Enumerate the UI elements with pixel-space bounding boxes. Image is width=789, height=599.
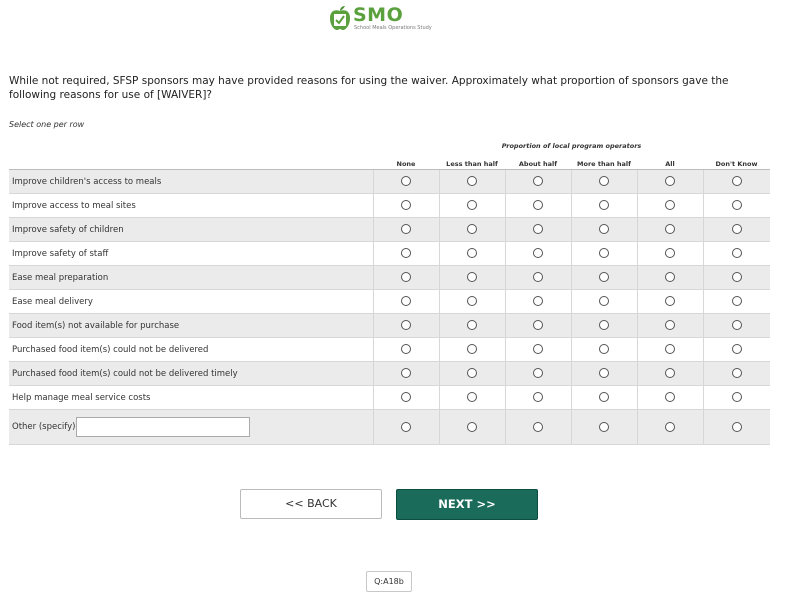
radio-button[interactable]	[665, 392, 675, 402]
option-cell	[637, 194, 703, 218]
radio-button[interactable]	[599, 272, 609, 282]
option-cell	[703, 314, 770, 338]
row-label: Help manage meal service costs	[9, 386, 373, 410]
radio-button[interactable]	[467, 272, 477, 282]
option-cell	[439, 218, 505, 242]
response-grid	[9, 154, 770, 445]
radio-button[interactable]	[599, 200, 609, 210]
option-cell	[505, 410, 571, 445]
column-header: Less than half	[439, 154, 505, 170]
option-cell	[703, 338, 770, 362]
column-header: None	[373, 154, 439, 170]
option-cell	[703, 290, 770, 314]
other-label-cell	[9, 410, 373, 445]
radio-button[interactable]	[665, 368, 675, 378]
radio-button[interactable]	[732, 344, 742, 354]
radio-button[interactable]	[533, 320, 543, 330]
question-row	[9, 362, 770, 386]
option-cell	[439, 194, 505, 218]
radio-button[interactable]	[732, 296, 742, 306]
column-header: More than half	[571, 154, 637, 170]
row-label: Improve access to meal sites	[9, 194, 373, 218]
radio-button[interactable]	[665, 320, 675, 330]
radio-button[interactable]	[401, 392, 411, 402]
option-cell	[637, 338, 703, 362]
radio-button[interactable]	[467, 320, 477, 330]
radio-button[interactable]	[732, 392, 742, 402]
radio-button[interactable]	[732, 200, 742, 210]
option-cell	[703, 362, 770, 386]
radio-button[interactable]	[732, 248, 742, 258]
radio-button[interactable]	[401, 368, 411, 378]
radio-button[interactable]	[467, 248, 477, 258]
row-label: Food item(s) not available for purchase	[9, 314, 373, 338]
radio-button[interactable]	[533, 176, 543, 186]
option-cell	[439, 290, 505, 314]
radio-button[interactable]	[533, 296, 543, 306]
radio-button[interactable]	[533, 272, 543, 282]
option-cell	[571, 290, 637, 314]
back-button[interactable]: << BACK	[240, 489, 382, 519]
radio-button[interactable]	[401, 224, 411, 234]
smo-logo	[329, 3, 439, 33]
radio-button[interactable]	[401, 272, 411, 282]
option-cell	[439, 314, 505, 338]
radio-button[interactable]	[732, 320, 742, 330]
option-cell	[571, 170, 637, 194]
option-cell	[439, 338, 505, 362]
radio-button[interactable]	[599, 392, 609, 402]
radio-button[interactable]	[467, 344, 477, 354]
radio-button[interactable]	[467, 368, 477, 378]
option-cell	[373, 194, 439, 218]
radio-button[interactable]	[665, 422, 675, 432]
row-label: Improve safety of children	[9, 218, 373, 242]
option-cell	[703, 266, 770, 290]
option-cell	[373, 338, 439, 362]
option-cell	[505, 194, 571, 218]
question-row	[9, 386, 770, 410]
option-cell	[703, 194, 770, 218]
question-row	[9, 242, 770, 266]
radio-button[interactable]	[533, 224, 543, 234]
logo-tagline: School Meals Operations Study	[354, 25, 432, 31]
option-cell	[439, 170, 505, 194]
column-header: All	[637, 154, 703, 170]
option-cell	[571, 266, 637, 290]
option-cell	[505, 266, 571, 290]
question-row	[9, 170, 770, 194]
question-row	[9, 338, 770, 362]
radio-button[interactable]	[599, 320, 609, 330]
radio-button[interactable]	[599, 344, 609, 354]
column-header: Don't Know	[703, 154, 770, 170]
radio-button[interactable]	[732, 422, 742, 432]
option-cell	[373, 386, 439, 410]
radio-button[interactable]	[467, 200, 477, 210]
radio-button[interactable]	[533, 368, 543, 378]
option-cell	[373, 218, 439, 242]
option-cell	[703, 170, 770, 194]
option-cell	[571, 218, 637, 242]
option-cell	[439, 266, 505, 290]
question-row	[9, 194, 770, 218]
question-text: While not required, SFSP sponsors may have provided reasons for using the waiver. Approximately what proportion of sponsors gave the following reasons for use of [WAIVER]?	[9, 75, 729, 101]
option-cell	[637, 386, 703, 410]
radio-button[interactable]	[665, 224, 675, 234]
column-group-header: Proportion of local program operators	[501, 142, 642, 150]
option-cell	[373, 266, 439, 290]
option-cell	[703, 410, 770, 445]
question-row	[9, 314, 770, 338]
option-cell	[439, 242, 505, 266]
option-cell	[439, 362, 505, 386]
apple-checkmark-icon	[329, 5, 351, 31]
question-id-badge: Q:A18b	[366, 571, 412, 592]
row-label: Purchased food item(s) could not be delivered	[9, 338, 373, 362]
option-cell	[505, 170, 571, 194]
option-cell	[571, 362, 637, 386]
radio-button[interactable]	[533, 344, 543, 354]
question-row	[9, 266, 770, 290]
radio-button[interactable]	[665, 176, 675, 186]
radio-button[interactable]	[533, 248, 543, 258]
radio-button[interactable]	[599, 422, 609, 432]
radio-button[interactable]	[665, 344, 675, 354]
radio-button[interactable]	[732, 176, 742, 186]
option-cell	[571, 242, 637, 266]
option-cell	[571, 194, 637, 218]
option-cell	[373, 242, 439, 266]
radio-button[interactable]	[401, 320, 411, 330]
option-cell	[637, 218, 703, 242]
radio-button[interactable]	[401, 344, 411, 354]
row-label: Purchased food item(s) could not be delivered timely	[9, 362, 373, 386]
option-cell	[703, 218, 770, 242]
option-cell	[373, 362, 439, 386]
other-specify-input[interactable]	[76, 417, 250, 437]
option-cell	[373, 290, 439, 314]
radio-button[interactable]	[599, 368, 609, 378]
row-label: Improve children's access to meals	[9, 170, 373, 194]
radio-button[interactable]	[665, 272, 675, 282]
radio-button[interactable]	[732, 224, 742, 234]
option-cell	[505, 242, 571, 266]
option-cell	[571, 410, 637, 445]
instruction-text: Select one per row	[9, 120, 85, 129]
radio-button[interactable]	[665, 296, 675, 306]
radio-button[interactable]	[467, 392, 477, 402]
option-cell	[373, 314, 439, 338]
row-label: Ease meal preparation	[9, 266, 373, 290]
option-cell	[703, 386, 770, 410]
option-cell	[505, 386, 571, 410]
radio-button[interactable]	[401, 296, 411, 306]
option-cell	[637, 242, 703, 266]
radio-button[interactable]	[467, 422, 477, 432]
option-cell	[637, 314, 703, 338]
radio-button[interactable]	[401, 248, 411, 258]
option-cell	[571, 386, 637, 410]
row-label-header	[9, 154, 373, 170]
option-cell	[373, 170, 439, 194]
radio-button[interactable]	[665, 200, 675, 210]
row-label: Improve safety of staff	[9, 242, 373, 266]
option-cell	[505, 218, 571, 242]
option-cell	[637, 290, 703, 314]
radio-button[interactable]	[533, 200, 543, 210]
radio-button[interactable]	[533, 422, 543, 432]
radio-button[interactable]	[599, 296, 609, 306]
radio-button[interactable]	[533, 392, 543, 402]
radio-button[interactable]	[732, 272, 742, 282]
logo-brand: SMO	[353, 4, 404, 26]
option-cell	[637, 170, 703, 194]
column-header: About half	[505, 154, 571, 170]
radio-button[interactable]	[467, 296, 477, 306]
option-cell	[703, 242, 770, 266]
question-row	[9, 218, 770, 242]
radio-button[interactable]	[665, 248, 675, 258]
option-cell	[505, 362, 571, 386]
question-row	[9, 290, 770, 314]
option-cell	[637, 266, 703, 290]
other-label: Other (specify)	[12, 422, 76, 432]
option-cell	[637, 410, 703, 445]
radio-button[interactable]	[467, 224, 477, 234]
option-cell	[505, 338, 571, 362]
option-cell	[505, 314, 571, 338]
option-cell	[373, 410, 439, 445]
radio-button[interactable]	[732, 368, 742, 378]
radio-button[interactable]	[401, 176, 411, 186]
radio-button[interactable]	[599, 224, 609, 234]
radio-button[interactable]	[467, 176, 477, 186]
option-cell	[637, 362, 703, 386]
radio-button[interactable]	[599, 176, 609, 186]
column-header-row	[9, 154, 770, 170]
row-label: Ease meal delivery	[9, 290, 373, 314]
radio-button[interactable]	[401, 200, 411, 210]
option-cell	[439, 410, 505, 445]
option-cell	[571, 314, 637, 338]
radio-button[interactable]	[599, 248, 609, 258]
option-cell	[571, 338, 637, 362]
next-button[interactable]: NEXT >>	[396, 489, 538, 520]
option-cell	[439, 386, 505, 410]
other-specify-row	[9, 410, 770, 445]
option-cell	[505, 290, 571, 314]
radio-button[interactable]	[401, 422, 411, 432]
